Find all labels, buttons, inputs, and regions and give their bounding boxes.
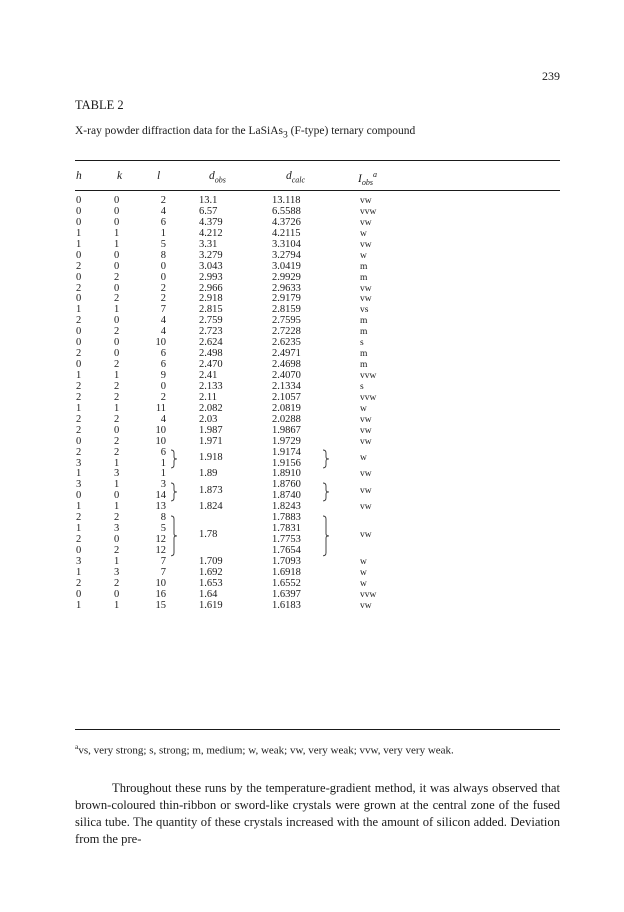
cell-l: 4 (160, 315, 166, 327)
header-iobs-sup: a (372, 170, 377, 179)
cell-dcalc: 1.8910 (272, 468, 301, 480)
cell-dobs: 1.987 (199, 424, 223, 436)
table-row (0, 251, 624, 262)
cell-h: 0 (76, 435, 82, 447)
cell-k: 3 (114, 523, 120, 535)
cell-dobs: 2.133 (199, 380, 223, 392)
header-dobs-main: d (209, 170, 215, 182)
cell-iobs: vw (360, 196, 372, 206)
cell-l: 16 (155, 588, 166, 600)
cell-l: 0 (160, 271, 166, 283)
cell-h: 1 (76, 599, 82, 611)
cell-h: 2 (76, 512, 82, 524)
group-iobs: vw (360, 529, 372, 540)
cell-dobs: 2.966 (199, 282, 223, 294)
cell-dcalc: 1.8760 (272, 479, 301, 491)
cell-h: 1 (76, 402, 82, 414)
cell-k: 3 (114, 566, 120, 578)
cell-dcalc: 1.9729 (272, 435, 301, 447)
table-header (0, 170, 624, 188)
cell-dobs: 4.379 (199, 216, 223, 228)
cell-iobs: w (360, 228, 367, 239)
cell-dobs: 1.64 (199, 588, 218, 600)
cell-l: 10 (155, 577, 166, 589)
cell-dobs: 2.082 (199, 402, 223, 414)
cell-k: 0 (114, 348, 120, 360)
cell-iobs: vvw (360, 206, 377, 217)
cell-iobs: vw (360, 436, 372, 447)
cell-iobs: vw (360, 502, 372, 513)
cell-dcalc: 1.7831 (272, 523, 301, 535)
cell-h: 2 (76, 348, 82, 360)
cell-h: 0 (76, 359, 82, 371)
table-row (0, 327, 624, 338)
cell-dcalc: 1.7753 (272, 534, 301, 546)
cell-k: 0 (114, 534, 120, 546)
cell-l: 15 (155, 599, 166, 611)
cell-h: 2 (76, 315, 82, 327)
cell-l: 4 (160, 413, 166, 425)
cell-k: 1 (114, 304, 120, 316)
cell-l: 4 (160, 326, 166, 338)
cell-l: 12 (155, 534, 166, 546)
brace-l (170, 482, 178, 504)
cell-l: 6 (160, 359, 166, 371)
cell-k: 2 (114, 391, 120, 403)
cell-dobs: 1.653 (199, 577, 223, 589)
cell-iobs: m (360, 261, 368, 272)
cell-dcalc: 2.4698 (272, 359, 301, 371)
cell-dcalc: 1.9867 (272, 424, 301, 436)
table-row (0, 601, 624, 612)
cell-dobs: 1.824 (199, 501, 223, 513)
cell-dobs: 1.709 (199, 555, 223, 567)
table-row (0, 207, 624, 218)
cell-l: 5 (160, 523, 166, 535)
cell-iobs: vw (360, 414, 372, 425)
cell-k: 1 (114, 227, 120, 239)
cell-l: 7 (160, 566, 166, 578)
cell-k: 1 (114, 238, 120, 250)
cell-h: 3 (76, 555, 82, 567)
cell-k: 0 (114, 424, 120, 436)
cell-dcalc: 2.0288 (272, 413, 301, 425)
cell-l: 6 (160, 216, 166, 228)
header-dobs-sub: obs (214, 175, 226, 185)
cell-dcalc: 2.9179 (272, 293, 301, 305)
table-row (0, 415, 624, 426)
cell-k: 2 (114, 545, 120, 556)
cell-h: 2 (76, 391, 82, 403)
cell-l: 13 (155, 501, 166, 513)
header-dcalc-sub: calc (291, 175, 306, 185)
cell-h: 2 (76, 380, 82, 392)
cell-dobs: 2.11 (199, 391, 217, 403)
cell-iobs: w (360, 578, 367, 589)
cell-k: 1 (114, 402, 120, 414)
cell-h: 2 (76, 260, 82, 272)
footnote-mark: a (75, 742, 79, 751)
table-row (0, 469, 624, 480)
header-iobs-main: I (358, 172, 362, 185)
cell-dobs: 2.759 (199, 315, 223, 327)
cell-h: 0 (76, 205, 82, 217)
cell-dcalc: 2.8159 (272, 304, 301, 316)
cell-k: 0 (114, 588, 120, 600)
cell-dcalc: 3.0419 (272, 260, 301, 272)
cell-dobs: 3.31 (199, 238, 218, 250)
cell-dcalc: 2.1334 (272, 380, 301, 392)
cell-h: 3 (76, 479, 82, 491)
cell-dcalc: 1.9156 (272, 457, 301, 469)
cell-h: 0 (76, 588, 82, 600)
body-paragraph: Throughout these runs by the temperature-gradient method, it was always observed that brown-coloured thin-ribbon or sword-like crystals were grown at the central zone of the fused silica tube. The quantity of these crystals increased with the amount of silicon added. Deviation from the pre- (75, 781, 560, 846)
table-row (0, 305, 624, 316)
table-row (0, 262, 624, 273)
cell-k: 1 (114, 457, 120, 469)
cell-dobs: 2.03 (199, 413, 218, 425)
cell-l: 14 (155, 490, 166, 502)
cell-k: 0 (114, 260, 120, 272)
table-row (0, 294, 624, 305)
cell-l: 2 (160, 391, 166, 403)
cell-iobs: vvw (360, 589, 377, 600)
cell-dcalc: 2.1057 (272, 391, 301, 403)
cell-dobs: 13.1 (199, 195, 218, 206)
cell-h: 2 (76, 577, 82, 589)
cell-h: 1 (76, 304, 82, 316)
brace-dcalc (322, 515, 330, 559)
header-iobs-sub: obs (361, 178, 373, 188)
cell-l: 5 (160, 238, 166, 250)
group-iobs: vw (360, 486, 372, 497)
cell-dcalc: 2.6235 (272, 337, 301, 349)
cell-iobs: w (360, 403, 367, 414)
header-h: h (76, 170, 82, 182)
cell-dcalc: 1.6552 (272, 577, 301, 589)
brace-dcalc (322, 449, 330, 471)
cell-k: 0 (114, 490, 120, 502)
table-row (0, 459, 624, 470)
cell-k: 2 (114, 380, 120, 392)
cell-dcalc: 1.7093 (272, 555, 301, 567)
cell-l: 10 (155, 435, 166, 447)
cell-k: 1 (114, 370, 120, 381)
cell-k: 2 (114, 359, 120, 371)
cell-dobs: 2.498 (199, 348, 223, 360)
cell-dcalc: 2.9929 (272, 271, 301, 283)
cell-dcalc: 1.6918 (272, 566, 301, 578)
cell-dobs: 1.692 (199, 566, 223, 578)
cell-h: 3 (76, 457, 82, 469)
cell-h: 1 (76, 227, 82, 239)
cell-k: 0 (114, 205, 120, 217)
table-row (0, 196, 624, 207)
cell-dobs: 6.57 (199, 205, 218, 217)
cell-h: 0 (76, 249, 82, 261)
header-k: k (117, 170, 123, 182)
table-label: TABLE 2 (75, 98, 124, 112)
cell-iobs: vw (360, 425, 372, 436)
table-row (0, 448, 624, 459)
cell-k: 0 (114, 249, 120, 261)
group-dobs: 1.918 (199, 452, 223, 464)
cell-iobs: vvw (360, 371, 377, 381)
table-row (0, 371, 624, 382)
caption-text-post: (F-type) ternary compound (287, 125, 416, 137)
cell-dcalc: 2.4070 (272, 370, 301, 381)
cell-dcalc: 2.7228 (272, 326, 301, 338)
caption-text-pre: X-ray powder diffraction data for the LaSiAs (75, 125, 283, 137)
cell-dcalc: 2.7595 (272, 315, 301, 327)
cell-k: 2 (114, 271, 120, 283)
table-row (0, 273, 624, 284)
cell-dobs: 1.89 (199, 468, 218, 480)
cell-l: 8 (160, 249, 166, 261)
cell-k: 2 (114, 435, 120, 447)
cell-h: 0 (76, 271, 82, 283)
cell-h: 0 (76, 216, 82, 228)
cell-iobs: s (360, 381, 364, 392)
cell-l: 2 (160, 195, 166, 206)
cell-h: 0 (76, 490, 82, 502)
cell-l: 11 (155, 402, 166, 414)
cell-h: 0 (76, 326, 82, 338)
cell-iobs: s (360, 338, 364, 349)
cell-iobs: w (360, 556, 367, 567)
cell-iobs: m (360, 327, 368, 338)
cell-dcalc: 1.7883 (272, 512, 301, 524)
table-row (0, 557, 624, 568)
cell-l: 6 (160, 446, 166, 458)
cell-h: 1 (76, 566, 82, 578)
table-row (0, 546, 624, 557)
cell-l: 2 (160, 293, 166, 305)
cell-k: 1 (114, 501, 120, 513)
cell-iobs: vw (360, 217, 372, 228)
cell-h: 2 (76, 446, 82, 458)
cell-h: 1 (76, 523, 82, 535)
table-row (0, 218, 624, 229)
table-caption (75, 124, 465, 142)
cell-dcalc: 3.3104 (272, 238, 301, 250)
table-row (0, 590, 624, 601)
cell-h: 2 (76, 282, 82, 294)
cell-k: 1 (114, 479, 120, 491)
table-row (0, 240, 624, 251)
cell-dcalc: 1.6183 (272, 599, 301, 611)
cell-iobs: w (360, 567, 367, 578)
cell-dcalc: 4.2115 (272, 227, 301, 239)
cell-iobs: vs (360, 305, 369, 316)
group-dobs: 1.78 (199, 528, 218, 540)
cell-iobs: vw (360, 283, 372, 294)
cell-iobs: vw (360, 294, 372, 305)
table-row (0, 502, 624, 513)
cell-dobs: 4.212 (199, 227, 223, 239)
header-dcalc (286, 170, 305, 184)
cell-l: 8 (160, 512, 166, 524)
cell-h: 0 (76, 293, 82, 305)
table-top-rule (75, 160, 560, 161)
table-row (0, 229, 624, 240)
table-row (0, 382, 624, 393)
cell-k: 2 (114, 413, 120, 425)
cell-dobs: 2.41 (199, 370, 218, 381)
cell-k: 2 (114, 512, 120, 524)
table-row (0, 524, 624, 535)
cell-l: 7 (160, 555, 166, 567)
table-row (0, 360, 624, 371)
cell-l: 7 (160, 304, 166, 316)
cell-k: 1 (114, 599, 120, 611)
cell-h: 2 (76, 534, 82, 546)
cell-l: 1 (160, 468, 166, 480)
cell-dcalc: 6.5588 (272, 205, 301, 217)
footnote-text: vs, very strong; s, strong; m, medium; w, weak; vw, very weak; vvw, very very weak. (78, 744, 454, 757)
cell-k: 0 (114, 315, 120, 327)
table-row (0, 579, 624, 590)
cell-l: 10 (155, 337, 166, 349)
table-row (0, 513, 624, 524)
cell-dcalc: 2.4971 (272, 348, 301, 360)
cell-iobs: m (360, 272, 368, 283)
cell-l: 2 (160, 282, 166, 294)
cell-dobs: 3.043 (199, 260, 223, 272)
cell-dcalc: 1.8243 (272, 501, 301, 513)
cell-h: 0 (76, 545, 82, 556)
table-bottom-rule (75, 729, 560, 730)
cell-k: 2 (114, 293, 120, 305)
cell-dobs: 2.815 (199, 304, 223, 316)
cell-dobs: 2.723 (199, 326, 223, 338)
cell-k: 0 (114, 195, 120, 206)
table-row (0, 338, 624, 349)
cell-k: 3 (114, 468, 120, 480)
cell-l: 10 (155, 424, 166, 436)
cell-h: 0 (76, 195, 82, 206)
brace-dcalc (322, 482, 330, 504)
cell-iobs: m (360, 349, 368, 360)
table-row (0, 404, 624, 415)
header-dcalc-main: d (286, 170, 292, 182)
cell-l: 3 (160, 479, 166, 491)
table-row (0, 284, 624, 295)
cell-dcalc: 13.118 (272, 195, 301, 206)
brace-l (170, 449, 178, 471)
table-row (0, 316, 624, 327)
table-body (0, 196, 624, 612)
group-iobs: w (360, 453, 367, 464)
header-iobs (358, 170, 377, 187)
cell-iobs: w (360, 250, 367, 261)
cell-dcalc: 1.9174 (272, 446, 301, 458)
cell-dobs: 3.279 (199, 249, 223, 261)
table-row (0, 349, 624, 360)
cell-l: 0 (160, 380, 166, 392)
cell-dobs: 2.918 (199, 293, 223, 305)
table-row (0, 426, 624, 437)
cell-l: 9 (160, 370, 166, 381)
cell-iobs: vvw (360, 392, 377, 403)
cell-k: 0 (114, 337, 120, 349)
cell-iobs: m (360, 316, 368, 327)
cell-k: 1 (114, 555, 120, 567)
cell-dcalc: 3.2794 (272, 249, 301, 261)
cell-l: 1 (160, 227, 166, 239)
cell-dcalc: 2.0819 (272, 402, 301, 414)
cell-iobs: vw (360, 469, 372, 480)
cell-dcalc: 4.3726 (272, 216, 301, 228)
cell-l: 4 (160, 205, 166, 217)
cell-dobs: 2.470 (199, 359, 223, 371)
caption-subscript: 3 (283, 129, 288, 141)
cell-l: 0 (160, 260, 166, 272)
cell-h: 1 (76, 238, 82, 250)
table-row (0, 535, 624, 546)
table-header-rule (75, 190, 560, 191)
group-dobs: 1.873 (199, 485, 223, 497)
cell-h: 2 (76, 413, 82, 425)
cell-iobs: m (360, 360, 368, 371)
cell-dcalc: 1.8740 (272, 490, 301, 502)
brace-l (170, 515, 178, 559)
table-footnote (75, 740, 555, 758)
cell-k: 0 (114, 216, 120, 228)
cell-dcalc: 2.9633 (272, 282, 301, 294)
table-row (0, 437, 624, 448)
cell-h: 1 (76, 501, 82, 513)
cell-dobs: 1.971 (199, 435, 223, 447)
cell-k: 2 (114, 326, 120, 338)
cell-h: 0 (76, 337, 82, 349)
cell-l: 6 (160, 348, 166, 360)
cell-dobs: 1.619 (199, 599, 223, 611)
cell-k: 0 (114, 282, 120, 294)
cell-iobs: vw (360, 239, 372, 250)
table-row (0, 491, 624, 502)
cell-dcalc: 1.6397 (272, 588, 301, 600)
header-l: l (157, 170, 161, 182)
cell-dobs: 2.993 (199, 271, 223, 283)
table-row (0, 568, 624, 579)
cell-l: 1 (160, 457, 166, 469)
page-number: 239 (542, 69, 560, 83)
header-dobs (209, 170, 226, 184)
cell-k: 2 (114, 577, 120, 589)
cell-dcalc: 1.7654 (272, 545, 301, 556)
cell-dobs: 2.624 (199, 337, 223, 349)
cell-k: 2 (114, 446, 120, 458)
cell-h: 1 (76, 370, 82, 381)
cell-iobs: vw (360, 600, 372, 611)
cell-h: 2 (76, 424, 82, 436)
cell-l: 12 (155, 545, 166, 556)
cell-h: 1 (76, 468, 82, 480)
table-row (0, 393, 624, 404)
table-row (0, 480, 624, 491)
